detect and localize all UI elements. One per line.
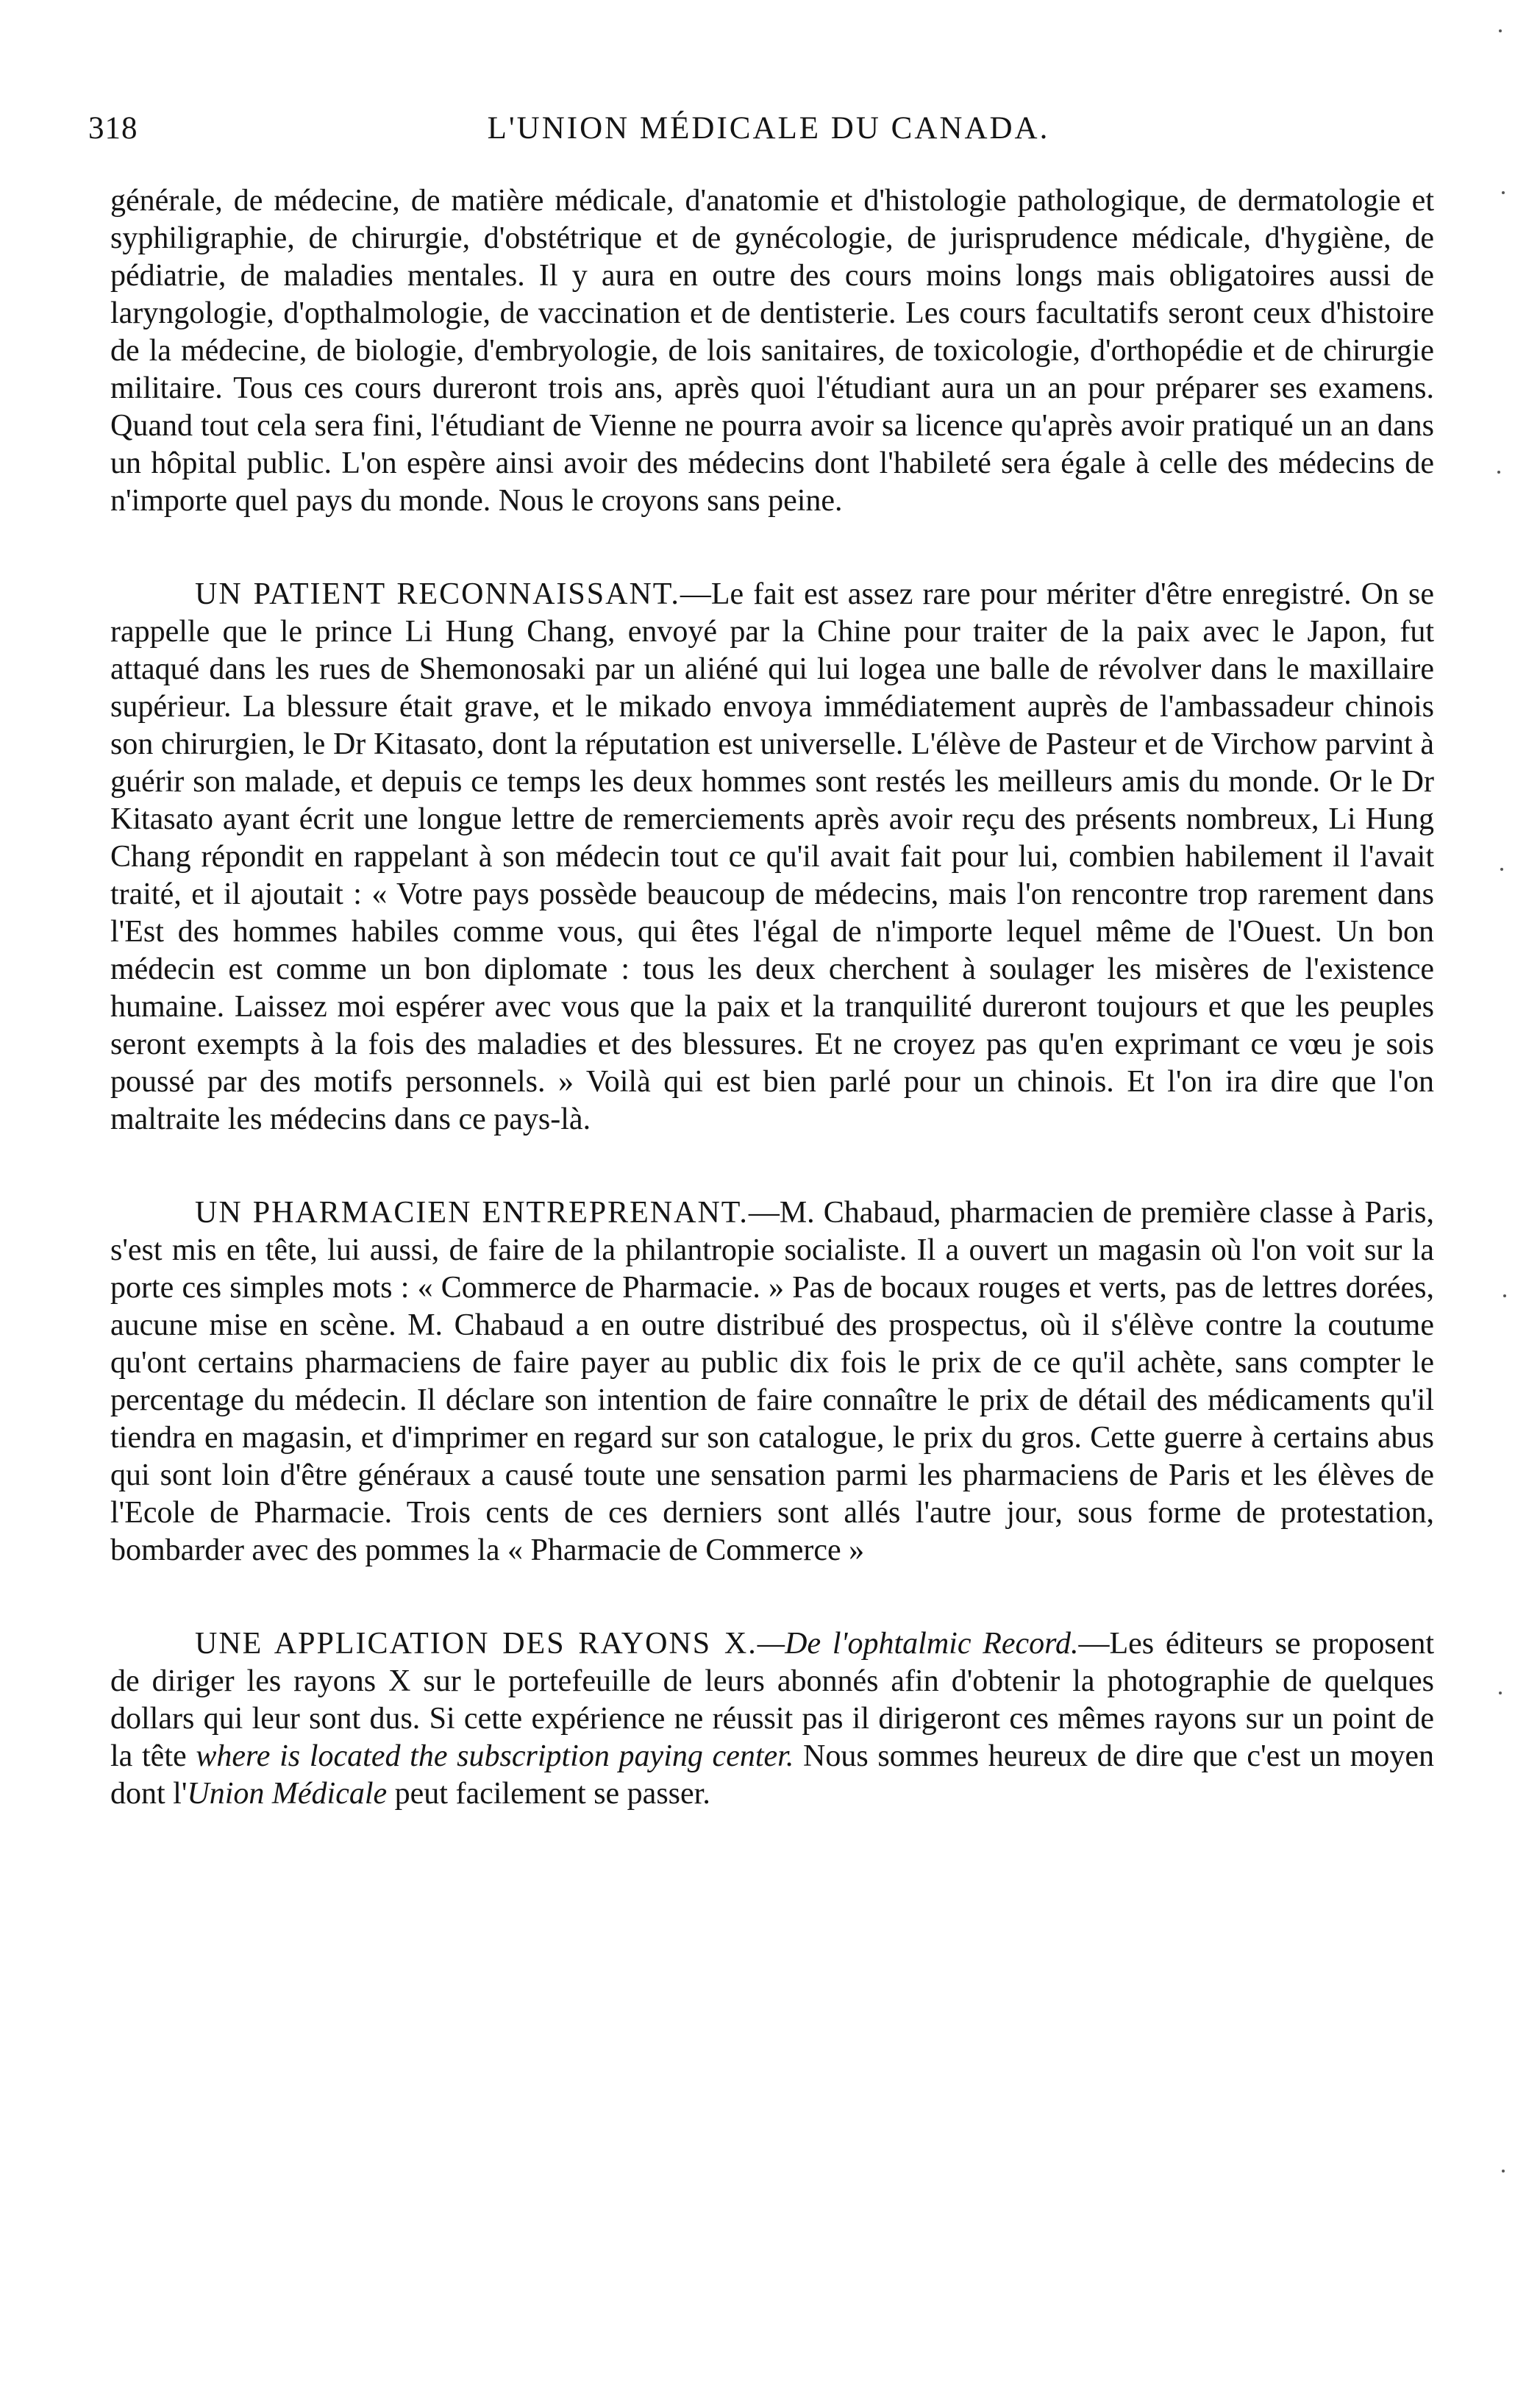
english-phrase: where is located the subscription paying center.: [196, 1739, 794, 1773]
paragraph-text-end: peut facilement se passer.: [387, 1777, 710, 1811]
paragraph-medical-curriculum: [110, 182, 1434, 520]
section-heading: UN PHARMACIEN ENTREPRENANT.: [195, 1196, 749, 1230]
paragraph-x-rays: [110, 1625, 1434, 1813]
running-header: [88, 110, 1449, 154]
paragraph-grateful-patient: [110, 576, 1434, 1138]
paragraph-text: —M. Chabaud, pharmacien de première classe à Paris, s'est mis en tête, lui aussi, de faire de la philantropie socialiste. Il a ouvert un magasin où l'on voit sur la porte ces simples mots : « Commerce de Pharmacie. » Pas de bocaux rouges et verts, pas de lettres dorées, aucune mise en scène. M. Chabaud a en outre distribué des prospectus, où il s'élève contre la coutume qu'ont certains pharmaciens de faire payer au public dix fois le prix de ce qu'il achète, sans compter le percentage du médecin. Il déclare son intention de faire connaître le prix de détail des médicaments qu'il tiendra en magasin, et d'imprimer en regard sur son catalogue, le prix du gros. Cette guerre à certains abus qui sont loin d'être généraux a causé toute une sensation parmi les pharmaciens de Paris et les élèves de l'Ecole de Pharmacie. Trois cents de ces derniers sont allés l'autre jour, sous forme de protestation, bombarder avec des pommes la « Pharmacie de Commerce »: [110, 1196, 1434, 1567]
article-body: [110, 182, 1434, 1869]
speck: [1502, 2170, 1505, 2173]
speck: [1502, 191, 1505, 194]
paragraph-text: générale, de médecine, de matière médicale, d'anatomie et d'histologie pathologique, de dermatologie et syphiligraphie, de chirurgie, d'obstétrique et de gynécologie, de jurisprudence médicale, d'hygiène, de pédiatrie, de maladies mentales. Il y aura en outre des cours moins longs mais obligatoires aussi de laryngologie, d'opthalmologie, de vaccination et de dentisterie. Les cours facultatifs seront ceux d'histoire de la médecine, de biologie, d'embryologie, de lois sanitaires, de toxicologie, d'orthopédie et de chirurgie militaire. Tous ces cours dureront trois ans, après quoi l'étudiant aura un an pour préparer ses examens. Quand tout cela sera fini, l'étudiant de Vienne ne pourra avoir sa licence qu'après avoir pratiqué un an dans un hôpital public. L'on espère ainsi avoir des médecins dont l'habileté sera égale à celle des médecins de n'importe quel pays du monde. Nous le croyons sans peine.: [110, 184, 1434, 518]
speck: [1497, 471, 1500, 474]
paragraph-enterprising-pharmacist: [110, 1194, 1434, 1569]
section-heading: UNE APPLICATION DES RAYONS X.: [195, 1627, 757, 1661]
running-title: L'UNION MÉDICALE DU CANADA.: [487, 111, 1050, 146]
speck: [1503, 1294, 1506, 1297]
journal-name: Union Médicale: [187, 1777, 388, 1811]
paragraph-text-continued: Nous sommes heureux de dire que c'est un moyen dont l': [110, 1739, 1434, 1811]
paragraph-text: —Les éditeurs se proposent de diriger les rayons X sur le portefeuille de leurs abonnés afin d'obtenir la photographie de quelques dollars qui leur sont dus. Si cette expérience ne réussit pas il dirigeront ces mêmes rayons sur un point de la tête: [110, 1627, 1434, 1773]
page-number: 318: [88, 111, 138, 146]
scan-margin-specks: [1494, 0, 1524, 2388]
speck: [1500, 868, 1503, 871]
section-heading: UN PATIENT RECONNAISSANT.: [195, 577, 680, 611]
paragraph-text: —Le fait est assez rare pour mériter d'être enregistré. On se rappelle que le prince Li Hung Chang, envoyé par la Chine pour traiter de la paix avec le Japon, fut attaqué dans les rues de Shemonosaki par un aliéné qui lui logea une balle de révolver dans le maxillaire supérieur. La blessure était grave, et le mikado envoya immédiatement auprès de l'ambassadeur chinois son chirurgien, le Dr Kitasato, dont la réputation est universelle. L'élève de Pasteur et de Virchow parvint à guérir son malade, et depuis ce temps les deux hommes sont restés les meilleurs amis du monde. Or le Dr Kitasato ayant écrit une longue lettre de remerciements après avoir reçu des présents nombreux, Li Hung Chang répondit en rappelant à son médecin tout ce qu'il avait fait pour lui, combien habilement il l'avait traité, et il ajoutait : « Votre pays possède beaucoup de médecins, mais l'on rencontre trop rarement dans l'Est des hommes habiles comme vous, qui êtes l'égal de n'importe lequel même de l'Ouest. Un bon médecin est comme un bon diplomate : tous les deux cherchent à soulager les misères de l'existence humaine. Laissez moi espérer avec vous que la paix et la tranquilité dureront toujours et que les peuples seront exempts à la fois des maladies et des blessures. Et ne croyez pas qu'en exprimant ce vœu je sois poussé par des motifs personnels. » Voilà qui est bien parlé pour un chinois. Et l'on ira dire que l'on maltraite les médecins dans ce pays-là.: [110, 577, 1434, 1136]
source-citation: —De l'ophtalmic Record.: [757, 1627, 1079, 1661]
speck: [1499, 29, 1502, 32]
speck: [1499, 1692, 1502, 1694]
